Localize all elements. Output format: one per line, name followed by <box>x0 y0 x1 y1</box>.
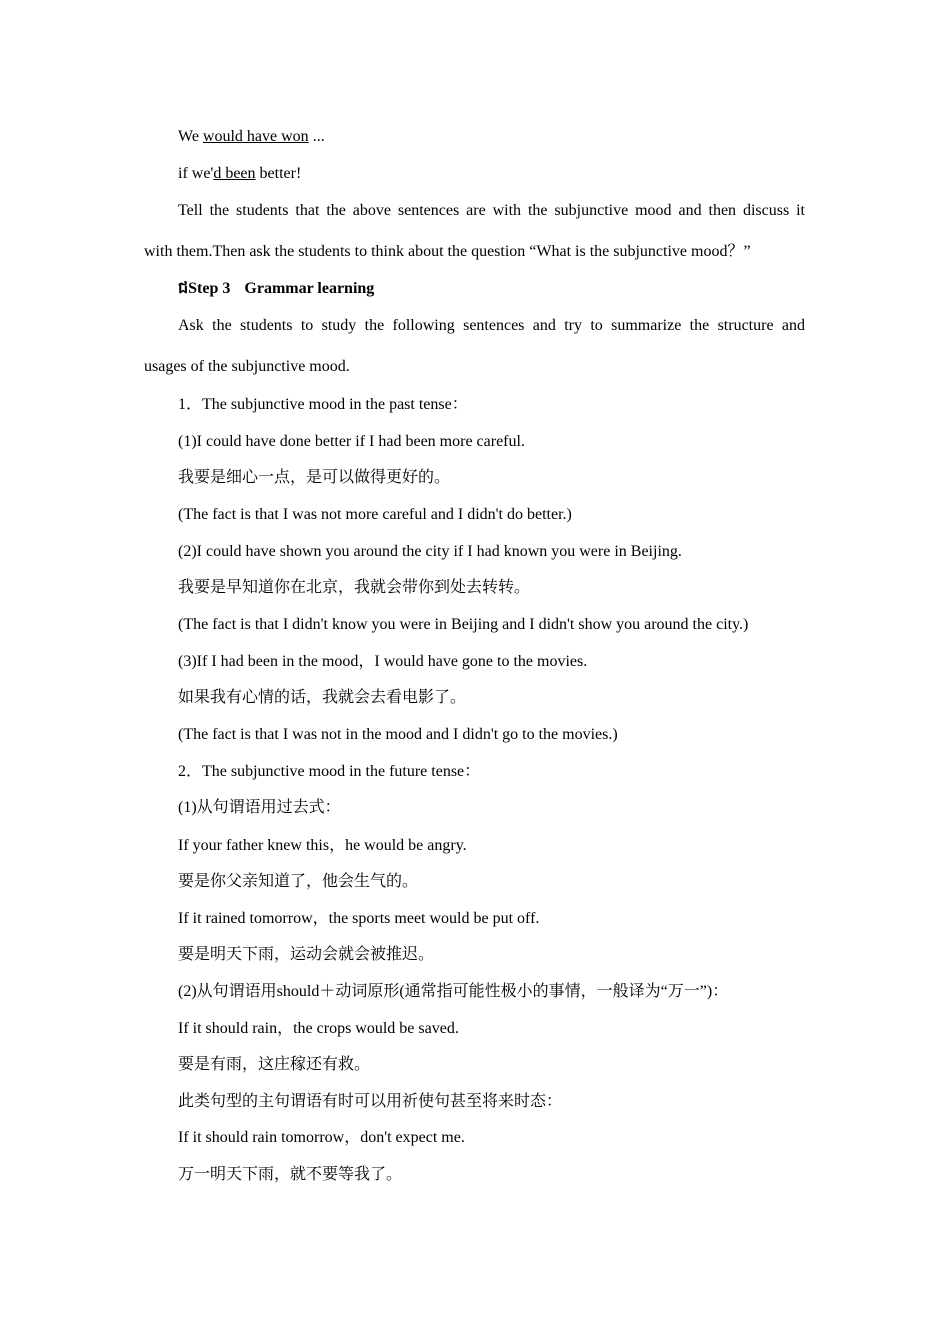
grammar-paragraph-line-1: Ask the students to study the following sentences and try to summarize the structure and <box>178 317 805 334</box>
text-span: better! <box>255 165 302 182</box>
translation-2: 我要是早知道你在北京，我就会带你到处去转转。 <box>178 579 531 596</box>
example-1: If your father knew this，he would be angry. <box>178 837 467 854</box>
translation-1: 我要是细心一点，是可以做得更好的。 <box>178 469 451 486</box>
example-4: If it should rain tomorrow，don't expect me. <box>178 1129 465 1146</box>
step-heading <box>178 279 374 299</box>
translation-6: 要是有雨，这庄稼还有救。 <box>178 1056 371 1073</box>
fact-2: (The fact is that I didn't know you were in Beijing and I didn't show you around the city.) <box>178 616 749 633</box>
section-heading-future: 2．The subjunctive mood in the future tense： <box>178 763 481 780</box>
translation-3: 如果我有心情的话，我就会去看电影了。 <box>178 689 467 706</box>
text-span: if we' <box>178 165 214 182</box>
sentence-3: (3)If I had been in the mood，I would have gone to the movies. <box>178 653 588 670</box>
grammar-paragraph-line-2: usages of the subjunctive mood. <box>144 358 350 375</box>
example-line-2 <box>178 164 301 184</box>
example-line-1 <box>178 127 325 147</box>
step-marker-glyph: ជ <box>178 280 189 297</box>
translation-4: 要是你父亲知道了，他会生气的。 <box>178 873 419 890</box>
fact-1: (The fact is that I was not more careful and I didn't do better.) <box>178 506 572 523</box>
step-title: Grammar learning <box>244 280 375 297</box>
example-3: If it should rain，the crops would be saved. <box>178 1020 459 1037</box>
sentence-2: (2)I could have shown you around the city if I had known you were in Beijing. <box>178 543 682 560</box>
underlined-answer: d been <box>213 165 256 182</box>
instruction-paragraph-line-1: Tell the students that the above sentences are with the subjunctive mood and then discuss it <box>178 202 805 219</box>
rule-2: (2)从句谓语用should＋动词原形(通常指可能性极小的事情，一般译为“万一”)： <box>178 983 729 1000</box>
translation-7: 万一明天下雨，就不要等我了。 <box>178 1166 403 1183</box>
underlined-answer: would have won <box>202 128 309 145</box>
text-span: ... <box>308 128 325 145</box>
sentence-1: (1)I could have done better if I had been more careful. <box>178 433 525 450</box>
example-2: If it rained tomorrow，the sports meet would be put off. <box>178 910 540 927</box>
rule-1: (1)从句谓语用过去式： <box>178 799 341 816</box>
section-heading-past: 1．The subjunctive mood in the past tense： <box>178 396 468 413</box>
translation-5: 要是明天下雨，运动会就会被推迟。 <box>178 946 435 963</box>
note-1: 此类句型的主句谓语有时可以用祈使句甚至将来时态： <box>178 1093 563 1110</box>
fact-3: (The fact is that I was not in the mood and I didn't go to the movies.) <box>178 726 618 743</box>
text-span: We <box>178 128 203 145</box>
step-number: Step 3 <box>188 280 231 297</box>
instruction-paragraph-line-2: with them.Then ask the students to think about the question “What is the subjunctive mood？” <box>144 243 751 260</box>
